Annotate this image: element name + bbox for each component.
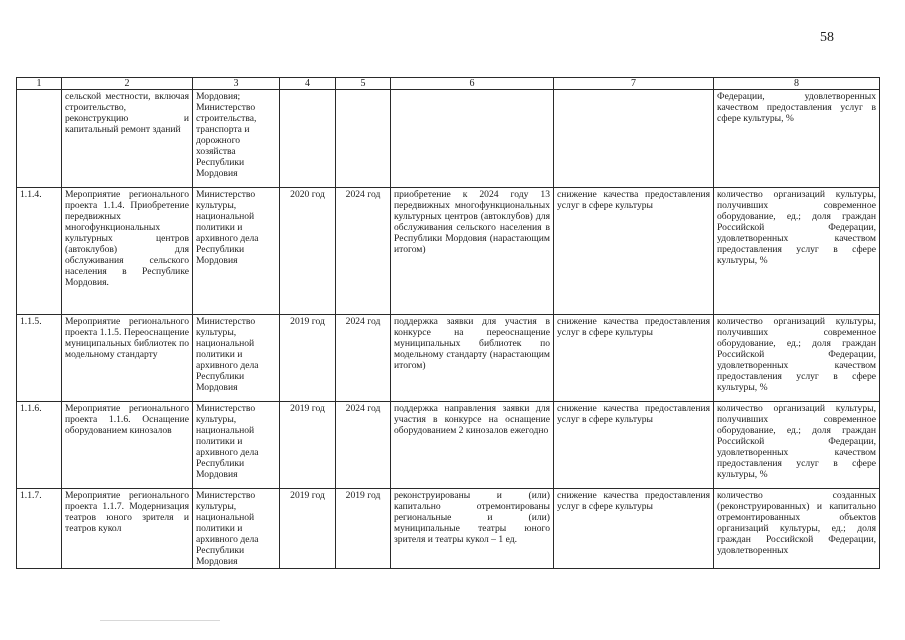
measure-name: Мероприятие регионального проекта 1.1.6. Оснащение оборудованием кинозалов (62, 402, 193, 489)
expected-result: реконструированы и (или) капитально отремонтированы региональные и (или) муниципальные театры юного зрителя и театры кукол – 1 ед. (391, 489, 554, 569)
expected-result: поддержка направления заявки для участия в конкурсе на оснащение оборудованием 2 кинозалов ежегодно (391, 402, 554, 489)
responsible-executor: Министерство культуры, национальной политики и архивного дела Республики Мордовия (193, 315, 280, 402)
consequences: снижение качества предоставления услуг в сфере культуры (554, 402, 714, 489)
expected-result: поддержка заявки для участия в конкурсе на переоснащение муниципальных библиотек по модельному стандарту (нарастающим итогом) (391, 315, 554, 402)
end-year: 2024 год (336, 402, 391, 489)
scan-artifact-line (100, 620, 220, 621)
program-table (16, 77, 880, 569)
table-row (17, 402, 880, 489)
consequences: снижение качества предоставления услуг в сфере культуры (554, 489, 714, 569)
item-number: 1.1.7. (17, 489, 62, 569)
responsible-executor: Министерство культуры, национальной политики и архивного дела Республики Мордовия (193, 188, 280, 315)
indicators: количество организаций культуры, получивших современное оборудование, ед.; доля граждан Российской Федерации, удовлетворенных качеством предоставления услуг в сфере культуры, % (714, 188, 880, 315)
start-year: 2019 год (280, 402, 336, 489)
end-year (336, 90, 391, 188)
column-number: 1 (17, 78, 62, 90)
responsible-executor: Министерство культуры, национальной политики и архивного дела Республики Мордовия (193, 489, 280, 569)
table-row (17, 90, 880, 188)
consequences: снижение качества предоставления услуг в сфере культуры (554, 188, 714, 315)
item-number: 1.1.5. (17, 315, 62, 402)
responsible-executor: Мордовия; Министерство строительства, транспорта и дорожного хозяйства Республики Мордовия (193, 90, 280, 188)
end-year: 2019 год (336, 489, 391, 569)
table-row (17, 489, 880, 569)
responsible-executor: Министерство культуры, национальной политики и архивного дела Республики Мордовия (193, 402, 280, 489)
expected-result: приобретение к 2024 году 13 передвижных многофункциональных культурных центров (автоклубов) для обслуживания сельского населения в Республики Мордовия (нарастающим итогом) (391, 188, 554, 315)
measure-name: Мероприятие регионального проекта 1.1.7. Модернизация театров юного зрителя и театров кукол (62, 489, 193, 569)
indicators: количество созданных (реконструированных) и капитально отремонтированных объектов организаций культуры, ед.; доля граждан Российской Федерации, удовлетворенных (714, 489, 880, 569)
item-number: 1.1.4. (17, 188, 62, 315)
column-number: 3 (193, 78, 280, 90)
column-number: 5 (336, 78, 391, 90)
consequences (554, 90, 714, 188)
measure-name: Мероприятие регионального проекта 1.1.5. Переоснащение муниципальных библиотек по модельному стандарту (62, 315, 193, 402)
column-number: 7 (554, 78, 714, 90)
item-number: 1.1.6. (17, 402, 62, 489)
page-number: 58 (820, 30, 834, 45)
expected-result (391, 90, 554, 188)
column-number: 6 (391, 78, 554, 90)
column-number-row (17, 78, 880, 90)
indicators: количество организаций культуры, получивших современное оборудование, ед.; доля граждан Российской Федерации, удовлетворенных качеством предоставления услуг в сфере культуры, % (714, 402, 880, 489)
start-year: 2019 год (280, 489, 336, 569)
indicators: Федерации, удовлетворенных качеством предоставления услуг в сфере культуры, % (714, 90, 880, 188)
indicators: количество организаций культуры, получивших современное оборудование, ед.; доля граждан Российской Федерации, удовлетворенных качеством предоставления услуг в сфере культуры, % (714, 315, 880, 402)
table-row (17, 315, 880, 402)
end-year: 2024 год (336, 188, 391, 315)
column-number: 2 (62, 78, 193, 90)
end-year: 2024 год (336, 315, 391, 402)
start-year: 2020 год (280, 188, 336, 315)
measure-name: сельской местности, включая строительство, реконструкцию и капитальный ремонт зданий (62, 90, 193, 188)
consequences: снижение качества предоставления услуг в сфере культуры (554, 315, 714, 402)
measure-name: Мероприятие регионального проекта 1.1.4. Приобретение передвижных многофункциональных культурных центров (автоклубов) для обслуживания сельского населения в Республике Мордовия. (62, 188, 193, 315)
start-year: 2019 год (280, 315, 336, 402)
table-row (17, 188, 880, 315)
start-year (280, 90, 336, 188)
column-number: 4 (280, 78, 336, 90)
item-number (17, 90, 62, 188)
column-number: 8 (714, 78, 880, 90)
